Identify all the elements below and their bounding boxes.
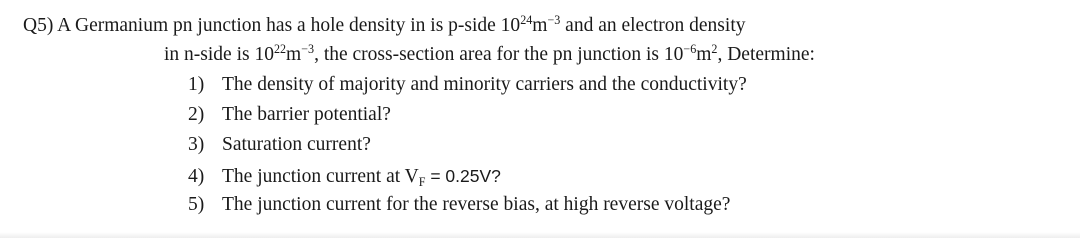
exponent: −3 [301, 42, 315, 57]
list-item [188, 164, 501, 190]
item-text: The barrier potential? [222, 104, 391, 125]
question-statement-line-2 [164, 43, 815, 68]
item-text: The junction current at V [222, 166, 419, 187]
question-text: Q5) A Germanium pn junction has a hole density in is p-side 10 [23, 15, 521, 36]
exponent: 22 [273, 42, 287, 57]
question-text: in n-side is 10 [164, 44, 274, 65]
item-text: The junction current for the reverse bias, at high reverse voltage? [222, 194, 731, 215]
item-number: 1) [188, 74, 205, 95]
unit-text: m [286, 44, 302, 65]
subscript: F [418, 174, 426, 189]
exponent: 2 [711, 42, 718, 57]
question-text: , the cross-section area for the pn junction is 10 [314, 44, 684, 65]
list-item [188, 193, 730, 217]
unit-text: m [532, 15, 548, 36]
exponent: −6 [683, 42, 697, 57]
item-text: Saturation current? [222, 134, 371, 155]
question-text: , Determine: [717, 44, 815, 65]
item-number: 4) [188, 166, 205, 187]
exponent: 24 [520, 13, 533, 28]
question-text: and an electron density [560, 15, 746, 36]
list-item [188, 133, 371, 157]
item-number: 3) [188, 134, 205, 155]
item-text: The density of majority and minority carriers and the conductivity? [222, 74, 747, 95]
item-number: 2) [188, 104, 205, 125]
item-number: 5) [188, 194, 205, 215]
exponent: −3 [547, 13, 561, 28]
page-edge-shadow [0, 232, 1080, 238]
list-item [188, 103, 391, 127]
question-statement-line-1 [23, 14, 745, 39]
item-text: = 0.25V? [425, 166, 501, 186]
unit-text: m [696, 44, 712, 65]
list-item [188, 73, 747, 97]
